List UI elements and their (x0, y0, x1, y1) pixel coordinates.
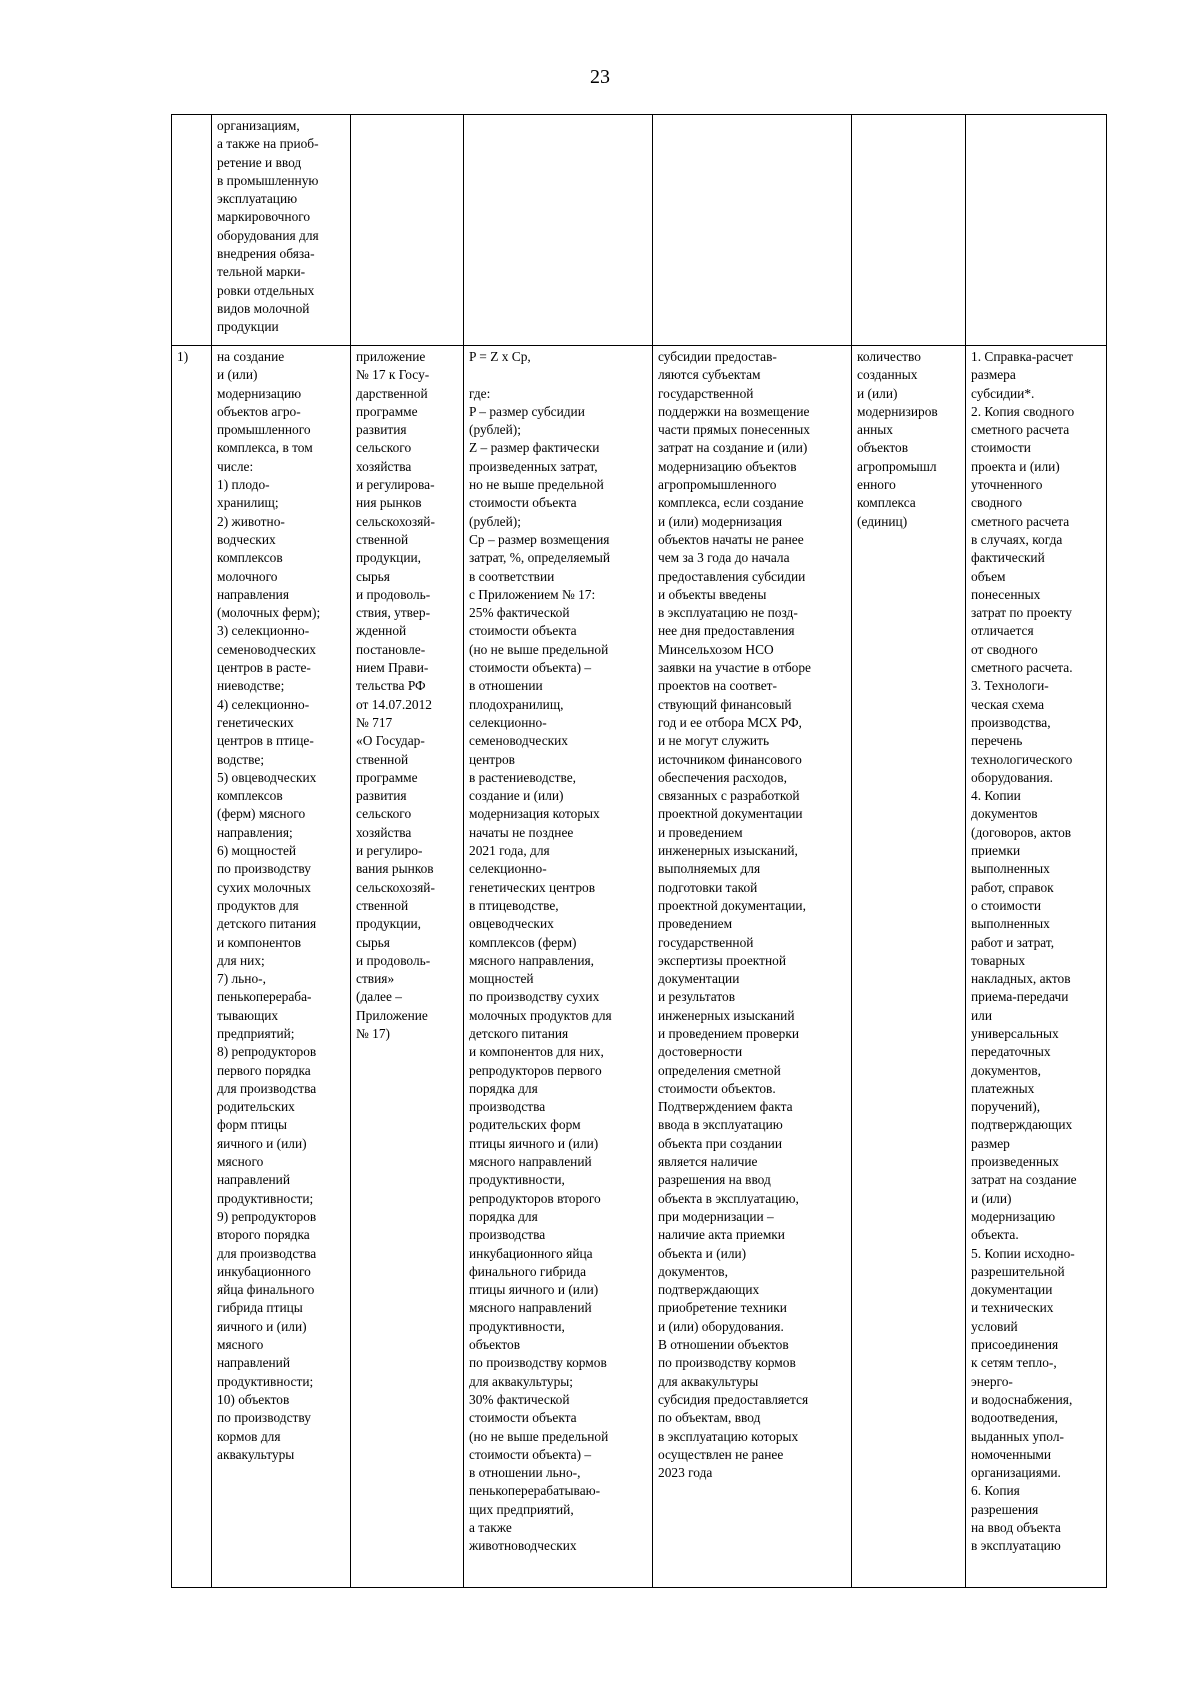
cell-direction: организациям, а также на приоб- ретение и ввод в промышленную эксплуатацию маркировочного оборудования для внедрения обяза- тельной марки- ровки отдельных видов молочной продукции (212, 115, 351, 346)
cell-formula (464, 115, 653, 346)
cell-indicator (852, 115, 966, 346)
cell-direction: на создание и (или) модернизацию объектов агро- промышленного комплекса, в том числе: 1) плодо- хранилищ; 2) животно- водческих комплексов молочного направления (молочных ферм); 3) селекционно- семеноводческих центров в расте- ниеводстве; 4) селекционно- генетических центров в птице- водстве; 5) овцеводческих комплексов (ферм) мясного направления; 6) мощностей по производству сухих молочных продуктов для детского питания и компонентов для них; 7) льно-, пенькоперераба- тывающих предприятий; 8) репродукторов первого порядка для производства родительских форм птицы яичного и (или) мясного направлений продуктивности; 9) репродукторов второго порядка для производства инкубационного яйца финального гибрида птицы яичного и (или) мясного направлений продуктивности; 10) объектов по производству кормов для аквакультуры (212, 346, 351, 1588)
cell-formula: P = Z x Cp, где: P – размер субсидии (рублей); Z – размер фактически произведенных затрат, но не выше предельной стоимости объекта (рублей); Cp – размер возмещения затрат, %, определяемый в соответствии с Приложением № 17: 25% фактической стоимости объекта (но не выше предельной стоимости объекта) – в отношении плодохранилищ, селекционно- семеноводческих центров в растениеводстве, создание и (или) модернизация которых начаты не позднее 2021 года, для селекционно- генетических центров в птицеводстве, овцеводческих комплексов (ферм) мясного направления, мощностей по производству сухих молочных продуктов для детского питания и компонентов для них, репродукторов первого порядка для производства родительских форм птицы яичного и (или) мясного направлений продуктивности, репродукторов второго порядка для производства инкубационного яйца финального гибрида птицы яичного и (или) мясного направлений продуктивности, объектов по производству кормов для аквакультуры; 30% фактической стоимости объекта (но не выше предельной стоимости объекта) – в отношении льно-, пенькоперерабатываю- щих предприятий, а также животноводческих (464, 346, 653, 1588)
cell-documents: 1. Справка-расчет размера субсидии*. 2. Копия сводного сметного расчета стоимости проекта и (или) уточненного сводного сметного расчета в случаях, когда фактический объем понесенных затрат по проекту отличается от сводного сметного расчета. 3. Технологи- ческая схема производства, перечень технологического оборудования. 4. Копии документов (договоров, актов приемки выполненных работ, справок о стоимости выполненных работ и затрат, товарных накладных, актов приема-передачи или универсальных передаточных документов, платежных поручений), подтверждающих размер произведенных затрат на создание и (или) модернизацию объекта. 5. Копии исходно- разрешительной документации и технических условий присоединения к сетям тепло-, энерго- и водоснабжения, водоотведения, выданных упол- номоченными организациями. 6. Копия разрешения на ввод объекта в эксплуатацию (966, 346, 1107, 1588)
cell-basis (351, 115, 464, 346)
page-number: 23 (590, 66, 610, 88)
cell-conditions: субсидии предостав- ляются субъектам государственной поддержки на возмещение части прямых понесенных затрат на создание и (или) модернизацию объектов агропромышленного комплекса, если создание и (или) модернизация объектов начаты не ранее чем за 3 года до начала предоставления субсидии и объекты введены в эксплуатацию не позд- нее дня предоставления Минсельхозом НСО заявки на участие в отборе проектов на соответ- ствующий финансовый год и ее отбора МСХ РФ, и не могут служить источником финансового обеспечения расходов, связанных с разработкой проектной документации и проведением инженерных изысканий, выполняемых для подготовки такой проектной документации, проведением государственной экспертизы проектной документации и результатов инженерных изысканий и проведением проверки достоверности определения сметной стоимости объектов. Подтверждением факта ввода в эксплуатацию объекта при создании является наличие разрешения на ввод объекта в эксплуатацию, при модернизации – наличие акта приемки объекта и (или) документов, подтверждающих приобретение техники и (или) оборудования. В отношении объектов по производству кормов для аквакультуры субсидия предоставляется по объектам, ввод в эксплуатацию которых осуществлен не ранее 2023 года (653, 346, 852, 1588)
cell-conditions (653, 115, 852, 346)
cell-number (172, 115, 212, 346)
table-row-continued (172, 115, 1107, 346)
cell-indicator: количество созданных и (или) модернизиров анных объектов агропромышл енного комплекса (единиц) (852, 346, 966, 1588)
cell-basis: приложение № 17 к Госу- дарственной программе развития сельского хозяйства и регулирова- ния рынков сельскохозяй- ственной продукции, сырья и продоволь- ствия, утвер- жденной постановле- нием Прави- тельства РФ от 14.07.2012 № 717 «О Государ- ственной программе развития сельского хозяйства и регулиро- вания рынков сельскохозяй- ственной продукции, сырья и продоволь- ствия» (далее – Приложение № 17) (351, 346, 464, 1588)
cell-documents (966, 115, 1107, 346)
subsidy-table (171, 114, 1107, 1588)
table-row-1 (172, 346, 1107, 1588)
cell-number: 1) (172, 346, 212, 1588)
